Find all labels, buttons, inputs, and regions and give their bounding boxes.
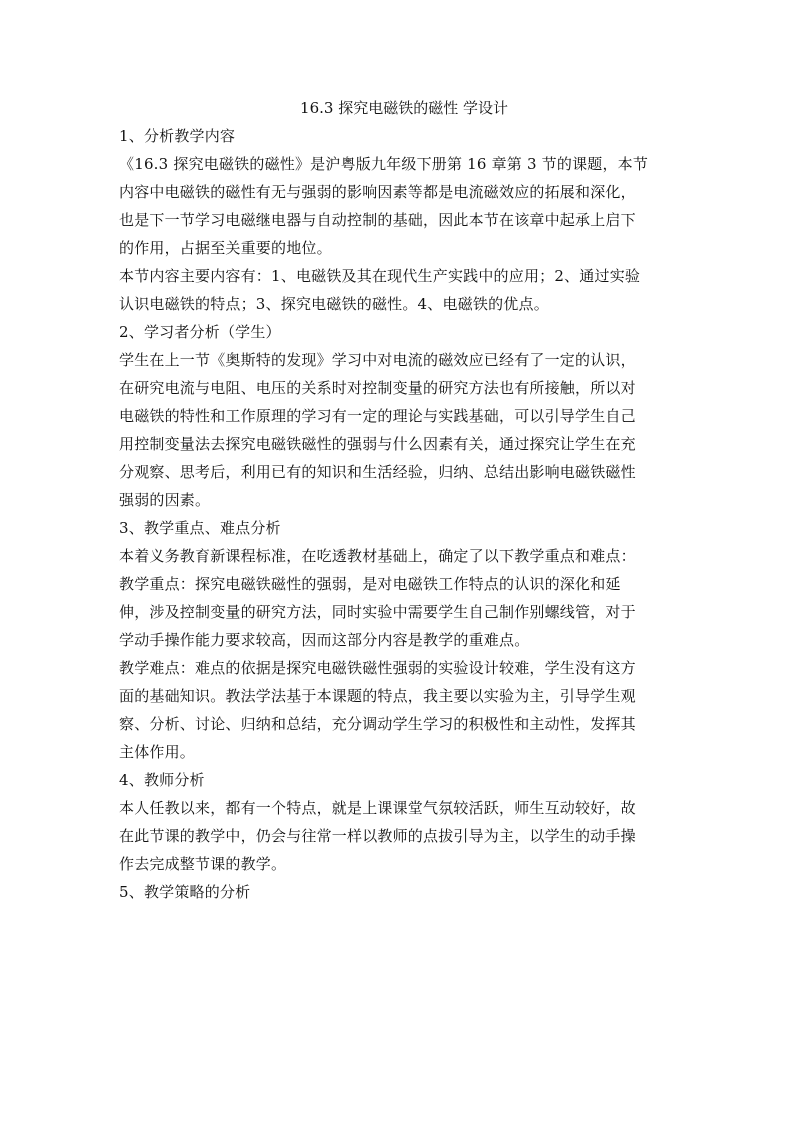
paragraph-line: 教学重点：探究电磁铁磁性的强弱，是对电磁铁工作特点的认识的深化和延 (119, 575, 621, 593)
paragraph-line: 作去完成整节课的教学。 (119, 855, 287, 873)
paragraph-line: 面的基础知识。教法学法基于本课题的特点，我主要以实验为主，引导学生观 (119, 687, 636, 705)
paragraph-line: 伸，涉及控制变量的研究方法，同时实验中需要学生自己制作别螺线管，对于 (119, 603, 636, 621)
paragraph-line: 察、分析、讨论、归纳和总结，充分调动学生学习的积极性和主动性，发挥其 (119, 715, 636, 733)
section-heading-key-points: 3、教学重点、难点分析 (119, 519, 281, 537)
paragraph-line: 也是下一节学习电磁继电器与自动控制的基础，因此本节在该章中起承上启下 (119, 211, 636, 229)
section-heading-learner-analysis: 2、学习者分析（学生） (119, 323, 281, 341)
paragraph-line: 强弱的因素。 (119, 491, 211, 509)
paragraph-line: 教学难点：难点的依据是探究电磁铁磁性强弱的实验设计较难，学生没有这方 (119, 659, 636, 677)
paragraph-line: 学生在上一节《奥斯特的发现》学习中对电流的磁效应已经有了一定的认识， (119, 351, 636, 369)
section-heading-teacher-analysis: 4、教师分析 (119, 771, 205, 789)
section-heading-content-analysis: 1、分析教学内容 (119, 127, 236, 145)
paragraph-line: 《16.3 探究电磁铁的磁性》是沪粤版九年级下册第 16 章第 3 节的课题，本节 (119, 155, 649, 173)
paragraph-line: 用控制变量法去探究电磁铁磁性的强弱与什么因素有关，通过探究让学生在充 (119, 435, 636, 453)
paragraph-line: 本节内容主要内容有：1、电磁铁及其在现代生产实践中的应用；2、通过实验 (119, 267, 641, 285)
document-title: 16.3 探究电磁铁的磁性 学设计 (300, 99, 508, 117)
paragraph-line: 本人任教以来，都有一个特点，就是上课课堂气氛较活跃，师生互动较好，故 (119, 799, 636, 817)
paragraph-line: 的作用，占据至关重要的地位。 (119, 239, 332, 257)
paragraph-line: 本着义务教育新课程标准，在吃透教材基础上，确定了以下教学重点和难点： (119, 547, 636, 565)
paragraph-line: 电磁铁的特性和工作原理的学习有一定的理论与实践基础，可以引导学生自己 (119, 407, 636, 425)
document-body (119, 94, 675, 906)
paragraph-line: 认识电磁铁的特点；3、探究电磁铁的磁性。4、电磁铁的优点。 (119, 295, 549, 313)
paragraph-line: 主体作用。 (119, 743, 196, 761)
paragraph-line: 内容中电磁铁的磁性有无与强弱的影响因素等都是电流磁效应的拓展和深化， (119, 183, 636, 201)
paragraph-line: 在此节课的教学中，仍会与往常一样以教师的点拔引导为主，以学生的动手操 (119, 827, 636, 845)
paragraph-line: 学动手操作能力要求较高，因而这部分内容是教学的重难点。 (119, 631, 530, 649)
paragraph-line: 在研究电流与电阻、电压的关系时对控制变量的研究方法也有所接触，所以对 (119, 379, 636, 397)
section-heading-strategy-analysis: 5、教学策略的分析 (119, 883, 251, 901)
paragraph-line: 分观察、思考后，利用已有的知识和生活经验，归纳、总结出影响电磁铁磁性 (119, 463, 636, 481)
